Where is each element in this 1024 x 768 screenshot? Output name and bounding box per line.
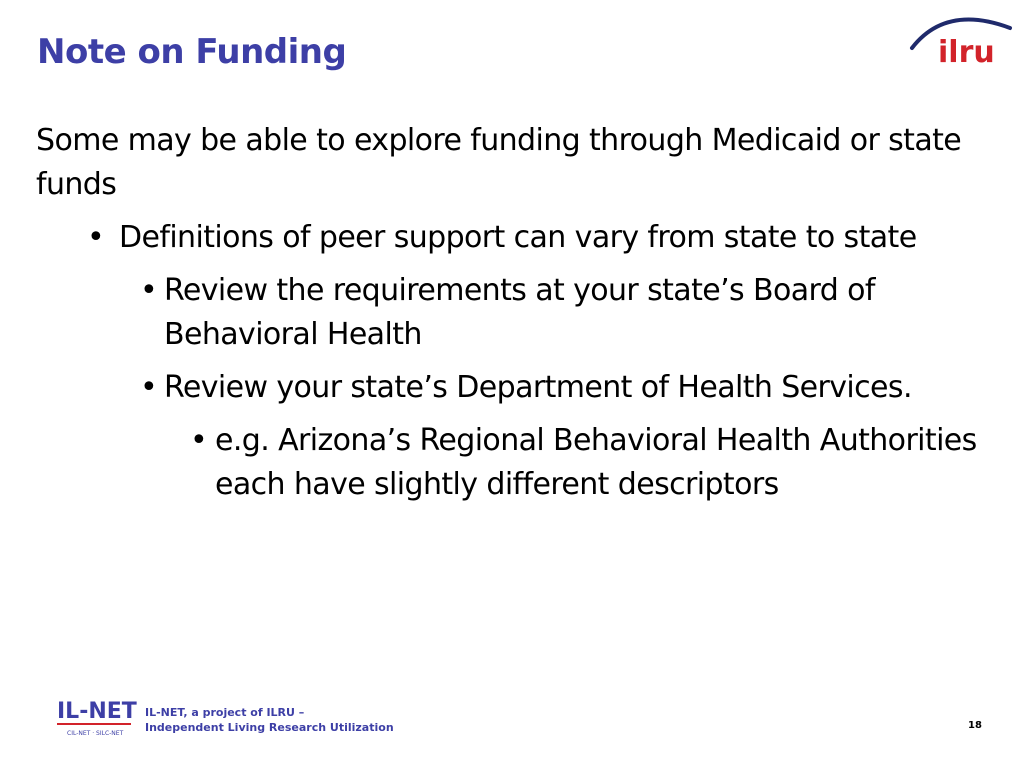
bullet-item (36, 366, 1006, 410)
footer-credit (145, 705, 394, 735)
bullet-item (36, 269, 1006, 357)
bullet-dot: • (190, 423, 208, 458)
footer-line-1: IL-NET, a project of ILRU – (145, 706, 305, 719)
page-number: 18 (968, 720, 982, 731)
bullet-item (36, 216, 1006, 260)
bullet-dot: • (87, 220, 105, 255)
lead-paragraph: Some may be able to explore funding through Medicaid or state funds (36, 123, 962, 202)
bullet-text: Definitions of peer support can vary from state to state (119, 220, 917, 255)
footer-line-2: Independent Living Research Utilization (145, 721, 394, 734)
bullet-item (36, 419, 1006, 507)
ilru-logo-text: ilru (938, 35, 995, 70)
ilnet-logo-text: IL-NET (57, 699, 137, 724)
bullet-text: e.g. Arizona’s Regional Behavioral Health Authorities each have slightly different descriptors (215, 423, 977, 502)
bullet-text: Review the requirements at your state’s Board of Behavioral Health (164, 273, 875, 352)
ilnet-logo (55, 693, 145, 743)
bullet-dot: • (140, 273, 158, 308)
slide-title: Note on Funding (37, 32, 347, 72)
ilru-logo (906, 10, 1014, 72)
ilnet-logo-subtext: CIL-NET · SILC-NET (67, 730, 124, 737)
bullet-text: Review your state’s Department of Health Services. (164, 370, 912, 405)
bullet-dot: • (140, 370, 158, 405)
slide-body (36, 119, 1006, 516)
